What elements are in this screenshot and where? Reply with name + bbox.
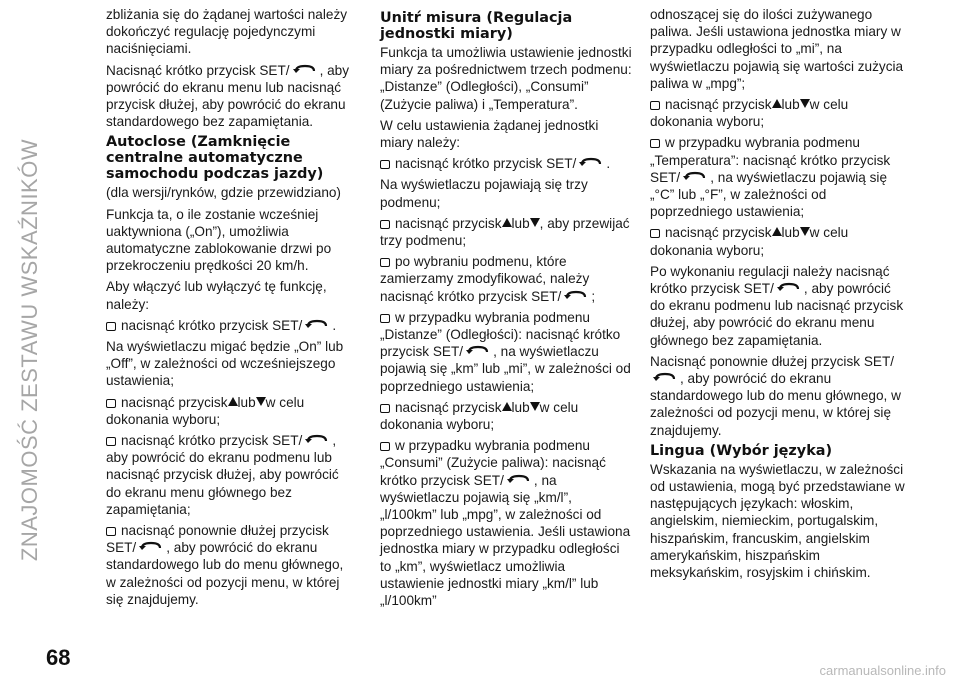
paragraph <box>106 278 356 312</box>
checkbox-bullet-icon <box>650 139 660 148</box>
text: lub <box>781 97 800 113</box>
checkbox-bullet-icon <box>106 527 116 536</box>
bullet-item <box>380 437 632 609</box>
paragraph <box>650 263 906 349</box>
checkbox-bullet-icon <box>106 437 116 446</box>
down-triangle-icon <box>800 227 810 236</box>
heading-unit: Unitŕ misura (Regulacja jednostki miary) <box>380 10 573 42</box>
down-triangle-icon <box>530 218 540 227</box>
text: w celu dokonania wyboru; <box>650 225 849 258</box>
set-return-arrow-icon <box>652 372 678 384</box>
text: lub <box>511 215 530 231</box>
paragraph <box>106 184 356 201</box>
up-triangle-icon <box>772 227 782 236</box>
text: lub <box>781 225 800 241</box>
watermark: carmanualsonline.info <box>819 663 946 678</box>
text: nacisnąć krótko przycisk SET/ <box>121 317 303 333</box>
set-return-arrow-icon <box>465 345 491 357</box>
bullet-item <box>106 522 356 608</box>
bullet-item <box>380 253 632 305</box>
paragraph <box>106 206 356 275</box>
up-triangle-icon <box>502 218 512 227</box>
bullet-item <box>650 96 906 130</box>
text: Funkcja ta, o ile zostanie wcześniej uaktywniona („On”), umożliwia automatyczne zablokowanie drzwi po przekroczeniu prędkości 20 km/h. <box>106 206 332 274</box>
text: , na wyświetlaczu pojawią się „km/l”, „l/100km” lub „mpg”, w zależności od poprzedniego ustawienia. Jeśli ustawiona jednostka miary w przypadku odległości to „km”, wyświetlacz umożliwia ustawienie jednostki miary „km/l” lub „l/100km” <box>380 472 631 609</box>
set-return-arrow-icon <box>563 290 589 302</box>
text: (dla wersji/rynków, gdzie przewidziano) <box>106 185 341 201</box>
down-triangle-icon <box>800 99 810 108</box>
set-return-arrow-icon <box>304 319 330 331</box>
checkbox-bullet-icon <box>380 314 390 323</box>
text: ; <box>591 288 596 304</box>
set-return-arrow-icon <box>682 171 708 183</box>
paragraph <box>380 44 632 113</box>
text: odnoszącej się do ilości zużywanego paliwa. Jeśli ustawiona jednostka miary w przypadku odległości to „mi”, na wyświetlaczu pojawią się wartości zużycia paliwa w „mpg”; <box>650 7 904 91</box>
set-return-arrow-icon <box>506 474 532 486</box>
up-triangle-icon <box>502 402 512 411</box>
column-3 <box>650 6 906 585</box>
text: , na wyświetlaczu pojawią się „km” lub „mi”, w zależności od poprzedniego ustawienia; <box>380 344 631 394</box>
bullet-item <box>106 317 356 334</box>
bullet-item <box>380 215 632 249</box>
text: w przypadku wybrania podmenu „Distanze” (Odległości): nacisnąć krótko przycisk SET/ <box>380 309 621 360</box>
text: Po wykonaniu regulacji należy nacisnąć krótko przycisk SET/ <box>650 263 890 297</box>
checkbox-bullet-icon <box>380 442 390 451</box>
text: Na wyświetlaczu pojawiają się trzy podmenu; <box>380 177 588 210</box>
text: , aby przewijać trzy podmenu; <box>380 215 630 249</box>
checkbox-bullet-icon <box>380 160 390 169</box>
text: po wybraniu podmenu, które zamierzamy zmodyfikować, należy nacisnąć krótko przycisk SET/ <box>380 254 590 304</box>
up-triangle-icon <box>772 99 782 108</box>
text: Wskazania na wyświetlaczu, w zależności od ustawienia, mogą być przedstawiane w następujących językach: włoskim, angielskim, niemieckim, portugalskim, hiszpańskim, francuskim, angielskim amerykańskim, hiszpańskim meksykańskim, rosyjskim i chińskim. <box>650 461 905 581</box>
column-2 <box>380 6 632 613</box>
text: , aby powrócić do ekranu podmenu lub nacisnąć przycisk dłużej, aby powrócić do ekranu menu głównego bez zapamiętania; <box>106 433 339 517</box>
bullet-item <box>106 394 356 428</box>
heading-lingua: Lingua (Wybór języka) <box>650 442 833 459</box>
text: lub <box>511 399 530 415</box>
text: Funkcja ta umożliwia ustawienie jednostki miary za pośrednictwem trzech podmenu: „Distanze” (Odległości), „Consumi” (Zużycie paliwa) i „Temperatura”. <box>380 45 632 112</box>
bullet-item <box>380 309 632 395</box>
text: , aby powrócić do ekranu standardowego lub do menu głównego, w zależności od pozycji menu, w której się znajdujemy. <box>650 371 901 438</box>
text: nacisnąć krótko przycisk SET/ <box>121 433 303 449</box>
down-triangle-icon <box>256 397 266 406</box>
page-number: 68 <box>46 645 71 670</box>
set-return-arrow-icon <box>292 64 318 76</box>
paragraph <box>106 62 356 131</box>
paragraph <box>380 117 632 151</box>
bullet-item <box>380 399 632 433</box>
section-side-title: ZNAJOMOŚĆ ZESTAWU WSKAŹNIKÓW <box>17 138 42 562</box>
checkbox-bullet-icon <box>106 322 116 331</box>
text: w celu dokonania wyboru; <box>650 97 849 130</box>
checkbox-bullet-icon <box>380 220 390 229</box>
text: w przypadku wybrania podmenu „Temperatura”: nacisnąć krótko przycisk SET/ <box>650 135 891 185</box>
text: w przypadku wybrania podmenu „Consumi” (Zużycie paliwa): nacisnąć krótko przycisk SET/ <box>380 438 606 488</box>
bullet-item <box>380 155 632 172</box>
set-return-arrow-icon <box>138 541 164 553</box>
text: Nacisnąć krótko przycisk SET/ <box>106 62 290 78</box>
text: zbliżania się do żądanej wartości należy dokończyć regulację pojedynczymi naciśnięciami. <box>106 7 348 57</box>
text: . <box>332 317 337 333</box>
text: nacisnąć przycisk <box>395 399 502 415</box>
paragraph <box>650 461 906 581</box>
checkbox-bullet-icon <box>650 101 660 110</box>
text: w celu dokonania wyboru; <box>106 394 305 427</box>
text: , aby powrócić do ekranu standardowego lub do menu głównego, w zależności od pozycji menu, w której się znajdujemy. <box>106 540 344 607</box>
text: . <box>606 156 611 172</box>
text: , na wyświetlaczu pojawią się „°C” lub „°F”, w zależności od poprzedniego ustawienia; <box>650 169 888 220</box>
paragraph <box>380 176 632 210</box>
bullet-item <box>650 134 906 220</box>
text: nacisnąć przycisk <box>395 215 502 231</box>
heading-autoclose: Autoclose (Zamknięcie centralne automatyczne samochodu podczas jazdy) <box>106 134 324 183</box>
text: nacisnąć przycisk <box>665 225 772 241</box>
text: Aby włączyć lub wyłączyć tę funkcję, należy: <box>106 279 327 312</box>
text: W celu ustawienia żądanej jednostki miary należy: <box>380 117 599 151</box>
text: w celu dokonania wyboru; <box>380 399 579 433</box>
checkbox-bullet-icon <box>380 404 390 413</box>
checkbox-bullet-icon <box>380 258 390 267</box>
text: nacisnąć ponownie dłużej przycisk SET/ <box>106 523 329 556</box>
text: lub <box>237 394 256 410</box>
text: nacisnąć przycisk <box>665 97 772 113</box>
text: Nacisnąć ponownie dłużej przycisk SET/ <box>650 353 895 369</box>
bullet-item <box>650 224 906 258</box>
column-1 <box>106 6 356 612</box>
paragraph <box>106 6 356 58</box>
paragraph <box>650 6 906 92</box>
paragraph <box>650 353 906 439</box>
text: , aby powrócić do ekranu menu lub nacisnąć przycisk dłużej, aby powrócić do ekranu standardowego bez zapamiętania. <box>106 62 350 130</box>
text: nacisnąć krótko przycisk SET/ <box>395 156 577 172</box>
set-return-arrow-icon <box>776 282 802 294</box>
set-return-arrow-icon <box>304 434 330 446</box>
text: , aby powrócić do ekranu podmenu lub nacisnąć przycisk dłużej, aby powrócić do ekranu menu głównego bez zapamiętania. <box>650 281 904 348</box>
checkbox-bullet-icon <box>650 229 660 238</box>
checkbox-bullet-icon <box>106 399 116 408</box>
text: nacisnąć przycisk <box>121 394 228 410</box>
up-triangle-icon <box>228 397 238 406</box>
bullet-item <box>106 432 356 518</box>
text: Na wyświetlaczu migać będzie „On” lub „Off”, w zależności od wcześniejszego ustawienia; <box>106 339 344 389</box>
down-triangle-icon <box>530 402 540 411</box>
paragraph <box>106 338 356 390</box>
set-return-arrow-icon <box>578 157 604 169</box>
